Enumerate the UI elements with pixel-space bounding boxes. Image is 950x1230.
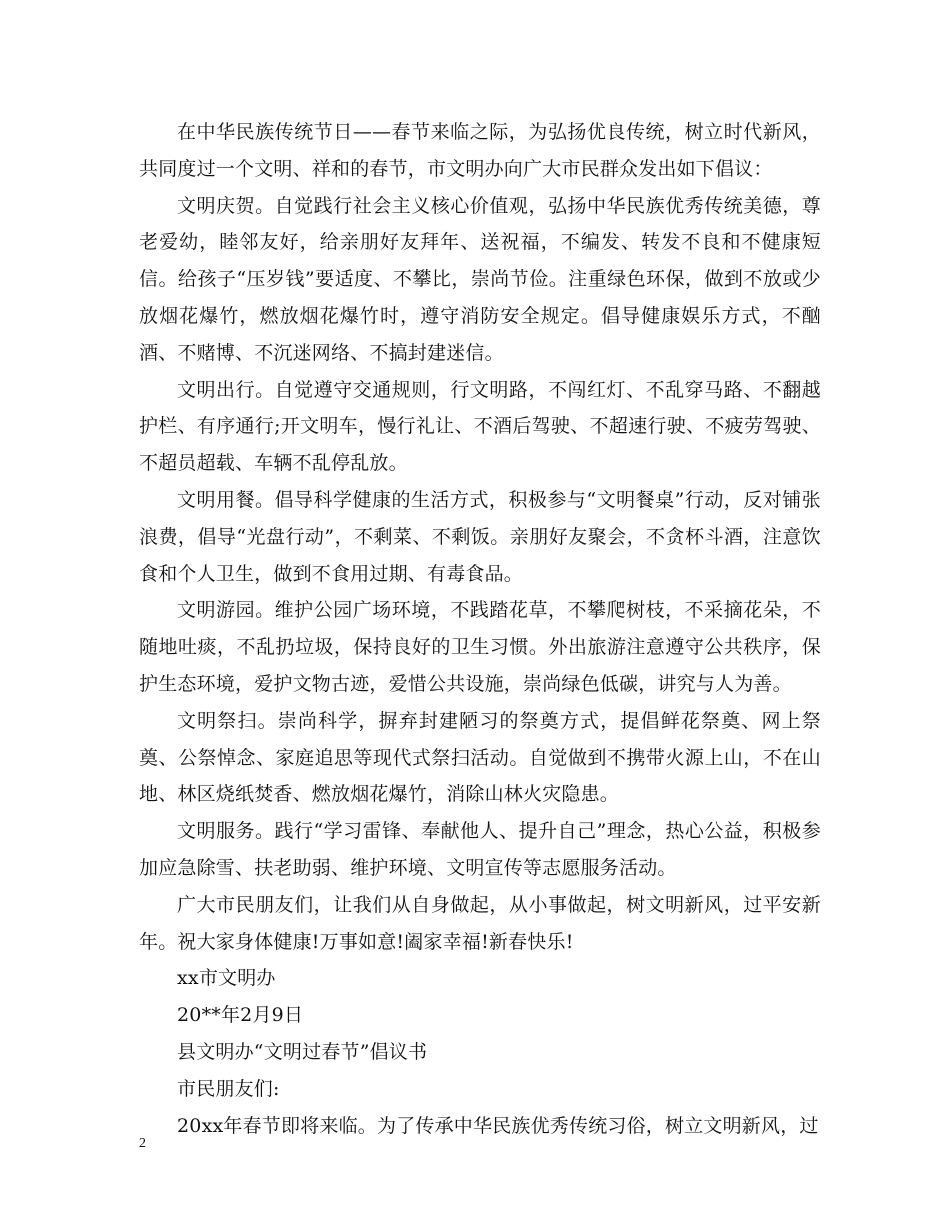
page-number: 2 bbox=[139, 1136, 146, 1151]
paragraph-intro: 在中华民族传统节日——春节来临之际，为弘扬优良传统，树立时代新风，共同度过一个文明、祥和的春节，市文明办向广大市民群众发出如下倡议： bbox=[139, 121, 821, 180]
paragraph-civilized-dining: 文明用餐。倡导科学健康的生活方式，积极参与“文明餐桌”行动，反对铺张浪费，倡导“光盘行动”，不剩菜、不剩饭。亲朋好友聚会，不贪杯斗酒，注意饮食和个人卫生，做到不食用过期、有毒食品。 bbox=[139, 488, 821, 585]
paragraph-civilized-memorial: 文明祭扫。崇尚科学，摒弃封建陋习的祭奠方式，提倡鲜花祭奠、网上祭奠、公祭悼念、家庭追思等现代式祭扫活动。自觉做到不携带火源上山，不在山地、林区烧纸焚香、燃放烟花爆竹，消除山林火灾隐患。 bbox=[139, 709, 821, 806]
paragraph-civilized-travel: 文明出行。自觉遵守交通规则，行文明路，不闯红灯、不乱穿马路、不翻越护栏、有序通行;开文明车，慢行礼让、不酒后驾驶、不超速行驶、不疲劳驾驶、不超员超载、车辆不乱停乱放。 bbox=[139, 378, 821, 475]
second-document-title: 县文明办“文明过春节”倡议书 bbox=[177, 1040, 428, 1063]
paragraph-closing: 广大市民朋友们，让我们从自身做起，从小事做起，树文明新风，过平安新年。祝大家身体健康!万事如意!阖家幸福!新春快乐! bbox=[139, 893, 821, 953]
signature-issuer: xx市文明办 bbox=[177, 967, 276, 990]
paragraph-civilized-park: 文明游园。维护公园广场环境，不践踏花草，不攀爬树枝，不采摘花朵，不随地吐痰，不乱扔垃圾，保持良好的卫生习惯。外出旅游注意遵守公共秩序，保护生态环境，爱护文物古迹，爱惜公共设施，崇尚绿色低碳，讲究与人为善。 bbox=[139, 599, 821, 695]
paragraph-civilized-celebration: 文明庆贺。自觉践行社会主义核心价值观，弘扬中华民族优秀传统美德，尊老爱幼，睦邻友好，给亲朋好友拜年、送祝福，不编发、转发不良和不健康短信。给孩子“压岁钱”要适度、不攀比，崇尚节俭。注重绿色环保，做到不放或少放烟花爆竹，燃放烟花爆竹时，遵守消防安全规定。倡导健康娱乐方式，不酗酒、不赌博、不沉迷网络、不搞封建迷信。 bbox=[139, 194, 821, 364]
signature-date: 20**年2月9日 bbox=[177, 1004, 304, 1027]
salutation: 市民朋友们: bbox=[177, 1077, 280, 1100]
paragraph-civilized-service: 文明服务。践行“学习雷锋、奉献他人、提升自己”理念，热心公益，积极参加应急除雪、扶老助弱、维护环境、文明宣传等志愿服务活动。 bbox=[139, 820, 821, 879]
paragraph-second-intro: 20xx年春节即将来临。为了传承中华民族优秀传统习俗，树立文明新风，过 bbox=[177, 1114, 819, 1137]
document-body bbox=[139, 114, 821, 1144]
